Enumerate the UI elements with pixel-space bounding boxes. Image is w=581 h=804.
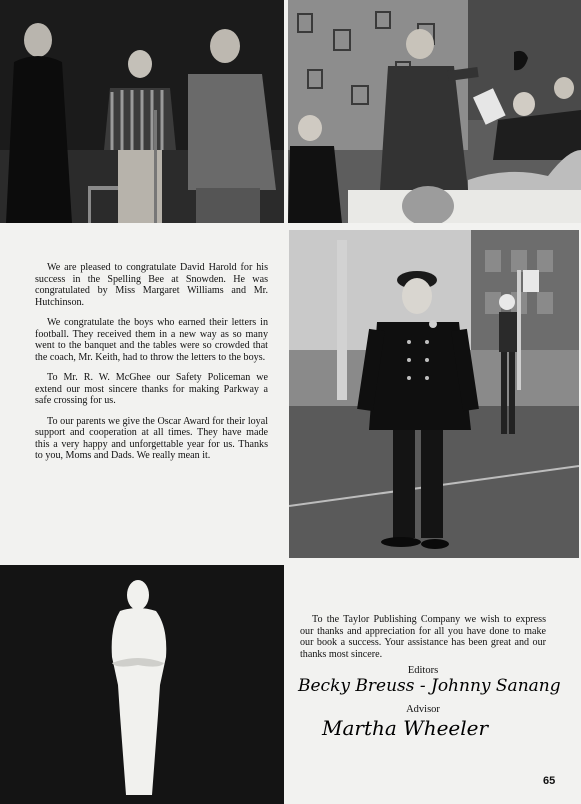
spelling-bee-photo-illustration: [0, 0, 284, 223]
paragraph-parents: To our parents we give the Oscar Award for their loyal support and cooperation at all times. They have made this a very happy and unforgettable year for us. Thanks to you, Moms and Dads. We really mean it.: [35, 415, 268, 461]
thanks-paragraph: To the Taylor Publishing Company we wish to express our thanks and appreciation for all you have done to make our book a success. Your assistance has been great and our thanks most sincere.: [300, 614, 546, 660]
paragraph-safety-policeman: To Mr. R. W. McGhee our Safety Policeman we extend our most sincere thanks for making Parkway a safe crossing for us.: [35, 372, 268, 406]
football-banquet-photo-illustration: [288, 0, 581, 223]
editors-label: Editors: [407, 665, 439, 676]
paragraph-spelling-bee: We are pleased to congratulate David Harold for his success in the Spelling Bee at Snowden. He was congratulated by Miss Margaret Williams and Mr. Hutchinson.: [35, 262, 268, 308]
advisor-label: Advisor: [406, 704, 440, 715]
page-number: 65: [543, 775, 556, 787]
safety-policeman-photo-illustration: [289, 230, 579, 558]
advisor-signature: Martha Wheeler: [322, 716, 489, 740]
spelling-bee-photo: [0, 0, 284, 223]
editors-signature: Becky Breuss - Johnny Sanang: [298, 676, 561, 696]
safety-policeman-photo: [289, 230, 579, 558]
oscar-award-panel: [0, 565, 284, 804]
article-text: [35, 262, 268, 471]
football-banquet-photo: [288, 0, 581, 223]
oscar-statue-icon: [0, 565, 284, 804]
paragraph-football: We congratulate the boys who earned their letters in football. They received them in a new way as so many went to the banquet and the tables were so crowded that the coach, Mr. Keith, had to throw the letters to the boys.: [35, 317, 268, 363]
thanks-note: [300, 614, 546, 660]
